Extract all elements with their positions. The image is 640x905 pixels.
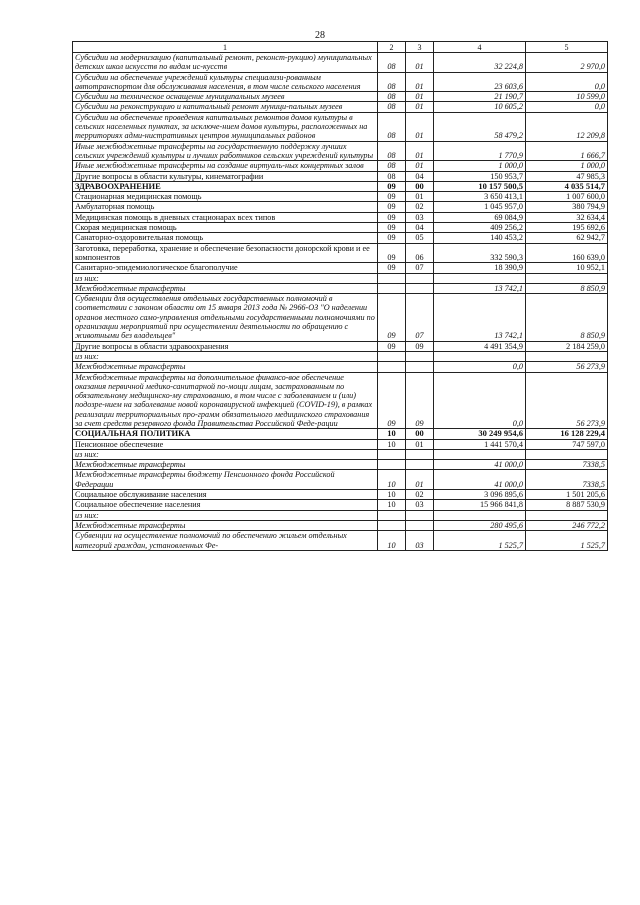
table-row	[73, 202, 608, 212]
row-name-cell: Субсидии на модернизацию (капитальный ремонт, реконст-рукцию) муниципальных детских школ искусств по видам ис-кусств	[73, 53, 378, 73]
row-name-cell: Социальное обслуживание населения	[73, 490, 378, 500]
section-code-cell	[378, 449, 406, 459]
row-name-cell: Иные межбюджетные трансферты на создание виртуаль-ных концертных залов	[73, 161, 378, 171]
column-header: 4	[434, 42, 526, 53]
table-row	[73, 181, 608, 191]
amount-plan-cell: 3 650 413,1	[434, 192, 526, 202]
subsection-code-cell	[406, 362, 434, 372]
section-code-cell: 10	[378, 490, 406, 500]
section-code-cell	[378, 510, 406, 520]
row-name-cell: Медицинская помощь в дневных стационарах всех типов	[73, 212, 378, 222]
subsection-code-cell: 01	[406, 112, 434, 141]
amount-plan-cell: 21 190,7	[434, 92, 526, 102]
amount-actual-cell: 2 184 259,0	[526, 341, 608, 351]
section-code-cell: 08	[378, 72, 406, 92]
subsection-code-cell: 00	[406, 429, 434, 439]
amount-actual-cell: 32 634,4	[526, 212, 608, 222]
section-code-cell: 09	[378, 202, 406, 212]
amount-actual-cell: 8 850,9	[526, 294, 608, 341]
amount-actual-cell: 56 273,9	[526, 372, 608, 429]
section-code-cell: 09	[378, 192, 406, 202]
row-name-cell: Санитарно-эпидемиологическое благополучие	[73, 263, 378, 273]
table-row	[73, 520, 608, 530]
section-code-cell: 10	[378, 531, 406, 551]
amount-plan-cell: 4 491 354,9	[434, 341, 526, 351]
subsection-code-cell: 02	[406, 202, 434, 212]
subsection-code-cell: 01	[406, 161, 434, 171]
amount-actual-cell: 246 772,2	[526, 520, 608, 530]
subsection-code-cell: 02	[406, 490, 434, 500]
table-row	[73, 243, 608, 263]
amount-plan-cell: 280 495,6	[434, 520, 526, 530]
row-name-cell: Субсидии на обеспечение учреждений культуры специализи-рованным автотранспортом для обслуживания населения, в том числе сельского населения	[73, 72, 378, 92]
row-name-cell: Субсидии на техническое оснащение муниципальных музеев	[73, 92, 378, 102]
table-row	[73, 192, 608, 202]
subsection-code-cell: 01	[406, 141, 434, 161]
table-row	[73, 102, 608, 112]
amount-actual-cell: 10 599,0	[526, 92, 608, 102]
amount-actual-cell: 56 273,9	[526, 362, 608, 372]
row-name-cell: Субвенции для осуществления отдельных государственных полномочий в соответствии с законом области от 15 января 2013 года № 2966-ОЗ "О наделении органов местного само-управления отдельными государственными полномочиями по организации мероприятий при осуществлении деятельности по обращению с животными без владельцев"	[73, 294, 378, 341]
section-code-cell	[378, 283, 406, 293]
subsection-code-cell	[406, 273, 434, 283]
table-row	[73, 171, 608, 181]
table-row	[73, 500, 608, 510]
section-code-cell	[378, 520, 406, 530]
table-row	[73, 460, 608, 470]
row-name-cell: из них:	[73, 273, 378, 283]
section-code-cell: 08	[378, 171, 406, 181]
section-code-cell: 09	[378, 212, 406, 222]
table-row	[73, 294, 608, 341]
amount-plan-cell: 140 453,2	[434, 233, 526, 243]
section-code-cell: 10	[378, 500, 406, 510]
amount-actual-cell: 1 501 205,6	[526, 490, 608, 500]
section-code-cell: 09	[378, 294, 406, 341]
row-name-cell: Социальное обеспечение населения	[73, 500, 378, 510]
row-name-cell: Межбюджетные трансферты на дополнительное финансо-вое обеспечение оказания первичной медико-санитарной по-мощи лицам, застрахованным по обязательному медицинско-му страхованию, в том числе с заболеванием и (или) подозре-нием на заболевание новой коронавирусной инфекцией (COVID-19), в рамках реализации территориальных про-грамм обязательного медицинского страхования за счет средств резервного фонда Правительства Российской Феде-рации	[73, 372, 378, 429]
section-code-cell: 10	[378, 429, 406, 439]
amount-plan-cell: 30 249 954,6	[434, 429, 526, 439]
subsection-code-cell	[406, 510, 434, 520]
amount-plan-cell: 0,0	[434, 372, 526, 429]
subsection-code-cell: 03	[406, 212, 434, 222]
section-code-cell: 08	[378, 92, 406, 102]
amount-actual-cell: 0,0	[526, 72, 608, 92]
section-code-cell	[378, 351, 406, 361]
table-row	[73, 341, 608, 351]
amount-actual-cell: 7338,5	[526, 470, 608, 490]
amount-actual-cell: 1 000,0	[526, 161, 608, 171]
amount-plan-cell	[434, 449, 526, 459]
subsection-code-cell: 04	[406, 171, 434, 181]
subsection-code-cell: 01	[406, 102, 434, 112]
amount-actual-cell: 12 209,8	[526, 112, 608, 141]
row-name-cell: Стационарная медицинская помощь	[73, 192, 378, 202]
subsection-code-cell: 07	[406, 294, 434, 341]
amount-plan-cell: 41 000,0	[434, 460, 526, 470]
row-name-cell: из них:	[73, 510, 378, 520]
amount-actual-cell: 16 128 229,4	[526, 429, 608, 439]
row-name-cell: Скорая медицинская помощь	[73, 223, 378, 233]
amount-actual-cell: 10 952,1	[526, 263, 608, 273]
amount-actual-cell: 7338,5	[526, 460, 608, 470]
subsection-code-cell: 06	[406, 243, 434, 263]
subsection-code-cell	[406, 449, 434, 459]
section-code-cell: 10	[378, 439, 406, 449]
section-code-cell	[378, 273, 406, 283]
amount-plan-cell: 13 742,1	[434, 294, 526, 341]
subsection-code-cell: 01	[406, 192, 434, 202]
table-row	[73, 490, 608, 500]
row-name-cell: ЗДРАВООХРАНЕНИЕ	[73, 181, 378, 191]
subsection-code-cell: 01	[406, 72, 434, 92]
amount-plan-cell	[434, 351, 526, 361]
subsection-code-cell: 03	[406, 531, 434, 551]
amount-actual-cell	[526, 510, 608, 520]
table-row	[73, 439, 608, 449]
row-name-cell: Санаторно-оздоровительная помощь	[73, 233, 378, 243]
amount-actual-cell: 47 985,3	[526, 171, 608, 181]
subsection-code-cell: 01	[406, 439, 434, 449]
row-name-cell: Другие вопросы в области здравоохранения	[73, 341, 378, 351]
subsection-code-cell: 04	[406, 223, 434, 233]
row-name-cell: из них:	[73, 449, 378, 459]
section-code-cell: 09	[378, 372, 406, 429]
budget-table	[72, 41, 608, 551]
row-name-cell: Межбюджетные трансферты	[73, 460, 378, 470]
table-row	[73, 273, 608, 283]
amount-actual-cell: 747 597,0	[526, 439, 608, 449]
amount-plan-cell	[434, 273, 526, 283]
section-code-cell: 08	[378, 112, 406, 141]
section-code-cell: 09	[378, 341, 406, 351]
row-name-cell: Другие вопросы в области культуры, кинематографии	[73, 171, 378, 181]
table-row	[73, 53, 608, 73]
table-row	[73, 351, 608, 361]
amount-actual-cell: 1 525,7	[526, 531, 608, 551]
amount-actual-cell: 8 887 530,9	[526, 500, 608, 510]
table-row	[73, 429, 608, 439]
amount-plan-cell: 69 084,9	[434, 212, 526, 222]
table-row	[73, 112, 608, 141]
subsection-code-cell: 07	[406, 263, 434, 273]
amount-actual-cell: 195 692,6	[526, 223, 608, 233]
section-code-cell: 09	[378, 233, 406, 243]
amount-actual-cell	[526, 351, 608, 361]
column-header: 2	[378, 42, 406, 53]
section-code-cell: 09	[378, 223, 406, 233]
amount-actual-cell: 62 942,7	[526, 233, 608, 243]
subsection-code-cell	[406, 520, 434, 530]
amount-plan-cell: 0,0	[434, 362, 526, 372]
subsection-code-cell: 01	[406, 92, 434, 102]
amount-plan-cell: 1 441 570,4	[434, 439, 526, 449]
subsection-code-cell: 09	[406, 341, 434, 351]
amount-plan-cell: 150 953,7	[434, 171, 526, 181]
amount-actual-cell: 160 639,0	[526, 243, 608, 263]
subsection-code-cell	[406, 283, 434, 293]
subsection-code-cell: 03	[406, 500, 434, 510]
subsection-code-cell: 00	[406, 181, 434, 191]
row-name-cell: Межбюджетные трансферты	[73, 362, 378, 372]
table-row	[73, 362, 608, 372]
subsection-code-cell	[406, 351, 434, 361]
amount-actual-cell	[526, 449, 608, 459]
row-name-cell: Заготовка, переработка, хранение и обеспечение безопасности донорской крови и ее компонентов	[73, 243, 378, 263]
amount-plan-cell: 332 590,3	[434, 243, 526, 263]
table-row	[73, 161, 608, 171]
amount-plan-cell: 3 096 895,6	[434, 490, 526, 500]
subsection-code-cell: 09	[406, 372, 434, 429]
table-header-row	[73, 42, 608, 53]
amount-plan-cell: 10 605,2	[434, 102, 526, 112]
amount-plan-cell: 409 256,2	[434, 223, 526, 233]
amount-plan-cell: 32 224,8	[434, 53, 526, 73]
amount-actual-cell: 0,0	[526, 102, 608, 112]
amount-actual-cell: 1 007 600,0	[526, 192, 608, 202]
amount-plan-cell: 18 390,9	[434, 263, 526, 273]
row-name-cell: Межбюджетные трансферты	[73, 520, 378, 530]
row-name-cell: Субсидии на реконструкцию и капитальный ремонт муници-пальных музеев	[73, 102, 378, 112]
table-row	[73, 233, 608, 243]
table-row	[73, 372, 608, 429]
section-code-cell: 09	[378, 243, 406, 263]
section-code-cell: 09	[378, 263, 406, 273]
section-code-cell: 08	[378, 53, 406, 73]
row-name-cell: Субвенции на осуществление полномочий по обеспечению жильем отдельных категорий граждан, установленных Фе-	[73, 531, 378, 551]
table-row	[73, 223, 608, 233]
table-row	[73, 510, 608, 520]
table-row	[73, 263, 608, 273]
amount-actual-cell	[526, 273, 608, 283]
column-header: 3	[406, 42, 434, 53]
amount-plan-cell: 13 742,1	[434, 283, 526, 293]
amount-actual-cell: 380 794,9	[526, 202, 608, 212]
column-header: 1	[73, 42, 378, 53]
row-name-cell: Амбулаторная помощь	[73, 202, 378, 212]
section-code-cell: 08	[378, 161, 406, 171]
section-code-cell	[378, 362, 406, 372]
amount-plan-cell: 15 966 841,8	[434, 500, 526, 510]
amount-actual-cell: 2 970,0	[526, 53, 608, 73]
section-code-cell: 08	[378, 141, 406, 161]
amount-plan-cell: 41 000,0	[434, 470, 526, 490]
amount-actual-cell: 1 666,7	[526, 141, 608, 161]
row-name-cell: Иные межбюджетные трансферты на государственную поддержку лучших сельских учреждений культуры и лучших работников сельских учреждений культуры	[73, 141, 378, 161]
column-header: 5	[526, 42, 608, 53]
table-row	[73, 72, 608, 92]
amount-plan-cell: 1 000,0	[434, 161, 526, 171]
section-code-cell: 08	[378, 102, 406, 112]
row-name-cell: Межбюджетные трансферты	[73, 283, 378, 293]
table-row	[73, 92, 608, 102]
amount-plan-cell: 1 045 957,0	[434, 202, 526, 212]
section-code-cell: 10	[378, 470, 406, 490]
row-name-cell: Межбюджетные трансферты бюджету Пенсионного фонда Российской Федерации	[73, 470, 378, 490]
table-row	[73, 283, 608, 293]
row-name-cell: Субсидии на обеспечение проведения капитальных ремонтов домов культуры в сельских населенных пунктах, за исключе-нием домов культуры, расположенных на территориях адми-нистративных центров муниципальных районов	[73, 112, 378, 141]
table-row	[73, 212, 608, 222]
row-name-cell: из них:	[73, 351, 378, 361]
page-number: 28	[315, 30, 325, 41]
amount-actual-cell: 4 035 514,7	[526, 181, 608, 191]
row-name-cell: Пенсионное обеспечение	[73, 439, 378, 449]
table-row	[73, 470, 608, 490]
amount-plan-cell: 1 770,9	[434, 141, 526, 161]
amount-plan-cell	[434, 510, 526, 520]
row-name-cell: СОЦИАЛЬНАЯ ПОЛИТИКА	[73, 429, 378, 439]
table-row	[73, 531, 608, 551]
subsection-code-cell	[406, 460, 434, 470]
section-code-cell: 09	[378, 181, 406, 191]
subsection-code-cell: 01	[406, 53, 434, 73]
subsection-code-cell: 01	[406, 470, 434, 490]
table-row	[73, 141, 608, 161]
section-code-cell	[378, 460, 406, 470]
amount-plan-cell: 23 603,6	[434, 72, 526, 92]
subsection-code-cell: 05	[406, 233, 434, 243]
amount-actual-cell: 8 850,9	[526, 283, 608, 293]
amount-plan-cell: 58 479,2	[434, 112, 526, 141]
table-row	[73, 449, 608, 459]
amount-plan-cell: 10 157 500,5	[434, 181, 526, 191]
amount-plan-cell: 1 525,7	[434, 531, 526, 551]
